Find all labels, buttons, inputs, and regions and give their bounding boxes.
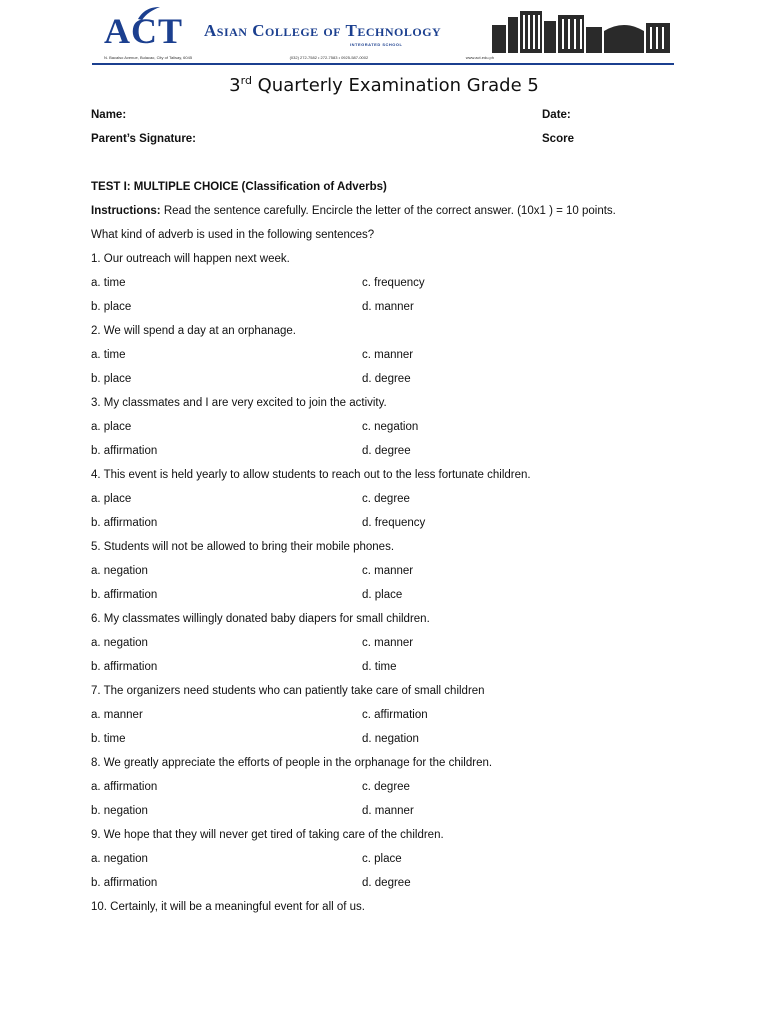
answer-option[interactable]: c. frequency	[362, 277, 425, 289]
question-text: 1. Our outreach will happen next week.	[91, 253, 290, 265]
answer-option[interactable]: a. negation	[91, 565, 148, 577]
question-text: 6. My classmates willingly donated baby diapers for small children.	[91, 613, 430, 625]
answer-option[interactable]: d. time	[362, 661, 397, 673]
answer-option[interactable]: a. negation	[91, 637, 148, 649]
answer-option[interactable]: d. manner	[362, 805, 414, 817]
option-row	[91, 852, 681, 867]
option-row	[91, 780, 681, 795]
answer-option[interactable]: a. negation	[91, 853, 148, 865]
answer-option[interactable]: c. negation	[362, 421, 419, 433]
school-name: Asian College of Technology	[204, 21, 442, 40]
answer-option[interactable]: b. affirmation	[91, 661, 158, 673]
option-row	[91, 276, 681, 291]
answer-option[interactable]: b. time	[91, 733, 126, 745]
answer-option[interactable]: d. manner	[362, 301, 414, 313]
question-text: 2. We will spend a day at an orphanage.	[91, 325, 297, 337]
answer-option[interactable]: a. time	[91, 277, 126, 289]
answer-option[interactable]: c. manner	[362, 349, 414, 361]
question-text: 9. We hope that they will never get tired of taking care of the children.	[91, 829, 444, 841]
school-header	[92, 5, 674, 65]
question-text: 3. My classmates and I are very excited to join the activity.	[91, 397, 387, 409]
question-list	[91, 252, 681, 915]
option-row	[91, 348, 681, 363]
answer-option[interactable]: b. place	[91, 373, 132, 385]
answer-option[interactable]: d. degree	[362, 373, 411, 385]
option-row	[91, 636, 681, 651]
title-number: 3	[229, 75, 241, 96]
question-text: 7. The organizers need students who can patiently take care of small children	[91, 685, 485, 697]
school-subtitle: INTEGRATED SCHOOL	[350, 42, 403, 47]
answer-option[interactable]: a. affirmation	[91, 781, 158, 793]
website-text: www.act.edu.ph	[465, 55, 494, 60]
option-row	[91, 732, 681, 747]
option-row	[91, 492, 681, 507]
option-row	[91, 372, 681, 387]
answer-option[interactable]: d. frequency	[362, 517, 426, 529]
answer-option[interactable]: d. negation	[362, 733, 419, 745]
answer-option[interactable]: b. place	[91, 301, 132, 313]
exam-title	[0, 74, 768, 96]
option-row	[91, 708, 681, 723]
instructions-text: Read the sentence carefully. Encircle the letter of the correct answer. (10x1 ) = 10 points.	[160, 205, 616, 217]
answer-option[interactable]: c. place	[362, 853, 402, 865]
test-title: TEST I: MULTIPLE CHOICE (Classification of Adverbs)	[91, 181, 387, 193]
act-logo: ACT	[104, 11, 184, 51]
answer-option[interactable]: c. manner	[362, 637, 414, 649]
answer-option[interactable]: d. degree	[362, 445, 411, 457]
score-label: Score	[542, 133, 574, 145]
question-text: 10. Certainly, it will be a meaningful event for all of us.	[91, 901, 366, 913]
phone-text: (032) 272-7582 • 272-7583 • 0925-587-0002	[289, 55, 369, 60]
answer-option[interactable]: b. negation	[91, 805, 148, 817]
question-text: 4. This event is held yearly to allow students to reach out to the less fortunate children.	[91, 469, 531, 481]
answer-option[interactable]: b. affirmation	[91, 517, 158, 529]
campus-building-icon	[492, 7, 672, 53]
answer-option[interactable]: a. manner	[91, 709, 143, 721]
answer-option[interactable]: d. degree	[362, 877, 411, 889]
option-row	[91, 300, 681, 315]
answer-option[interactable]: d. place	[362, 589, 403, 601]
answer-option[interactable]: b. affirmation	[91, 589, 158, 601]
parent-signature-label: Parent’s Signature:	[91, 133, 197, 145]
name-label: Name:	[91, 109, 127, 121]
answer-option[interactable]: a. place	[91, 493, 132, 505]
date-label: Date:	[542, 109, 571, 121]
option-row	[91, 804, 681, 819]
option-row	[91, 444, 681, 459]
option-row	[91, 420, 681, 435]
option-row	[91, 564, 681, 579]
title-text: Quarterly Examination Grade 5	[251, 75, 539, 96]
question-text: 5. Students will not be allowed to bring their mobile phones.	[91, 541, 395, 553]
answer-option[interactable]: a. place	[91, 421, 132, 433]
question-prompt: What kind of adverb is used in the following sentences?	[91, 229, 375, 241]
option-row	[91, 876, 681, 891]
instructions	[91, 204, 681, 219]
option-row	[91, 588, 681, 603]
question-text: 8. We greatly appreciate the efforts of people in the orphanage for the children.	[91, 757, 493, 769]
answer-option[interactable]: c. degree	[362, 493, 410, 505]
instructions-label: Instructions:	[91, 205, 161, 217]
contact-line	[104, 55, 494, 60]
answer-option[interactable]: b. affirmation	[91, 445, 158, 457]
title-superscript: rd	[240, 74, 252, 87]
test-section	[91, 180, 681, 915]
answer-option[interactable]: a. time	[91, 349, 126, 361]
answer-option[interactable]: b. affirmation	[91, 877, 158, 889]
option-row	[91, 516, 681, 531]
answer-option[interactable]: c. manner	[362, 565, 414, 577]
answer-option[interactable]: c. affirmation	[362, 709, 428, 721]
address-text: N. Bacalso Avenue, Bulacao, City of Talisay, 6045	[104, 55, 193, 60]
answer-option[interactable]: c. degree	[362, 781, 410, 793]
option-row	[91, 660, 681, 675]
